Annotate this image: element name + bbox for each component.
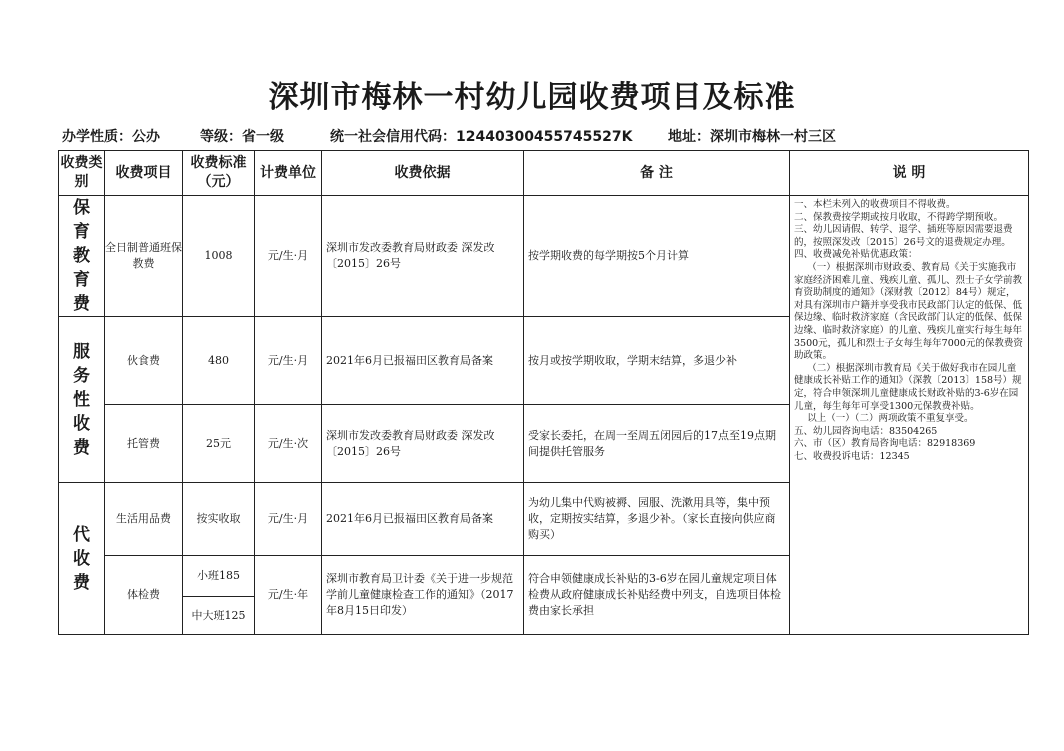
item-remark: 为幼儿集中代购被褥、园服、洗漱用具等，集中预收，定期按实结算，多退少补。（家长直接向供应商购买） (524, 483, 790, 556)
item-remark: 受家长委托，在周一至周五闭园后的17点至19点期间提供托管服务 (524, 405, 790, 483)
note-line: 六、市（区）教育局咨询电话：82918369 (794, 438, 976, 450)
item-unit: 元/生·年 (255, 556, 322, 635)
note-line: 五、幼儿园咨询电话：83504265 (794, 425, 938, 437)
item-standard-large: 中大班125 (183, 597, 255, 635)
item-basis: 2021年6月已报福田区教育局备案 (322, 317, 524, 405)
item-name: 体检费 (105, 556, 183, 635)
header-explain: 说 明 (790, 151, 1029, 196)
item-unit: 元/生·月 (255, 317, 322, 405)
header-category: 收费类别 (59, 151, 105, 196)
item-name: 伙食费 (105, 317, 183, 405)
note-line: 三、幼儿因请假、转学、退学、插班等原因需要退费的，按照深发改〔2015〕26号文的退费规定办理。 (794, 224, 1013, 248)
item-basis: 深圳市发改委教育局财政委 深发改〔2015〕26号 (322, 405, 524, 483)
item-unit: 元/生·月 (255, 196, 322, 317)
page-title: 深圳市梅林一村幼儿园收费项目及标准 (268, 80, 796, 115)
note-line: 二、保教费按学期或按月收取，不得跨学期预收。 (794, 211, 1004, 223)
item-basis: 深圳市教育局卫计委《关于进一步规范学前儿童健康检查工作的通知》（2017年8月15日印发） (322, 556, 524, 635)
header-unit: 计费单位 (255, 151, 322, 196)
note-line: 以上（一）（二）两项政策不重复享受。 (807, 413, 974, 425)
item-name: 生活用品费 (105, 483, 183, 556)
item-standard: 480 (183, 317, 255, 405)
item-standard: 1008 (183, 196, 255, 317)
credit-code: 统一社会信用代码：12440300455745527K (330, 129, 633, 145)
item-unit: 元/生·月 (255, 483, 322, 556)
category-agency: 代收费 (59, 483, 105, 635)
table-row (59, 196, 1029, 317)
item-standard: 按实收取 (183, 483, 255, 556)
header-row (59, 151, 1029, 196)
school-nature: 办学性质：公办 (62, 129, 160, 145)
fee-table (58, 150, 1029, 635)
header-remark: 备 注 (524, 151, 790, 196)
note-line: 七、收费投诉电话：12345 (794, 450, 910, 462)
school-address: 地址：深圳市梅林一村三区 (668, 129, 836, 145)
note-line: （一）根据深圳市财政委、教育局《关于实施我市家庭经济困难儿童、残疾儿童、孤儿、烈士子女学前教育资助制度的通知》（深财教〔2012〕84号）规定，对具有深圳市户籍并享受我市民政部门认定的低保、低保边缘、临时救济家庭（含民政部门认定的低保、低保边缘、临时救济家庭）的儿童、残疾儿童实行每生每年3500元，孤儿和烈士子女每生每年7000元的保教费资助政策。 (794, 261, 1023, 362)
item-name: 全日制普通班保教费 (105, 196, 183, 317)
header-basis: 收费依据 (322, 151, 524, 196)
header-standard: 收费标准（元） (183, 151, 255, 196)
item-remark: 按月或按学期收取，学期末结算，多退少补 (524, 317, 790, 405)
note-line: （二）根据深圳市教育局《关于做好我市在园儿童健康成长补贴工作的通知》（深教〔2013〕158号）规定，符合申领深圳儿童健康成长财政补贴的3-6岁在园儿童，每生每年可享受1300元保教费补贴。 (794, 362, 1022, 412)
item-basis: 2021年6月已报福田区教育局备案 (322, 483, 524, 556)
note-line: 四、收费减免补贴优惠政策： (794, 249, 918, 261)
item-remark: 符合申领健康成长补贴的3-6岁在园儿童规定项目体检费从政府健康成长补贴经费中列支，自选项目体检费由家长承担 (524, 556, 790, 635)
item-unit: 元/生·次 (255, 405, 322, 483)
category-service: 服务性收费 (59, 317, 105, 483)
item-standard: 25元 (183, 405, 255, 483)
category-education: 保育教育费 (59, 196, 105, 317)
note-line: 一、本栏未列入的收费项目不得收费。 (794, 199, 956, 210)
item-basis: 深圳市发改委教育局财政委 深发改〔2015〕26号 (322, 196, 524, 317)
header-item: 收费项目 (105, 151, 183, 196)
item-standard-small: 小班185 (183, 556, 255, 597)
item-name: 托管费 (105, 405, 183, 483)
explanation-notes (790, 196, 1029, 635)
school-grade: 等级：省一级 (200, 129, 284, 145)
item-remark: 按学期收费的每学期按5个月计算 (524, 196, 790, 317)
